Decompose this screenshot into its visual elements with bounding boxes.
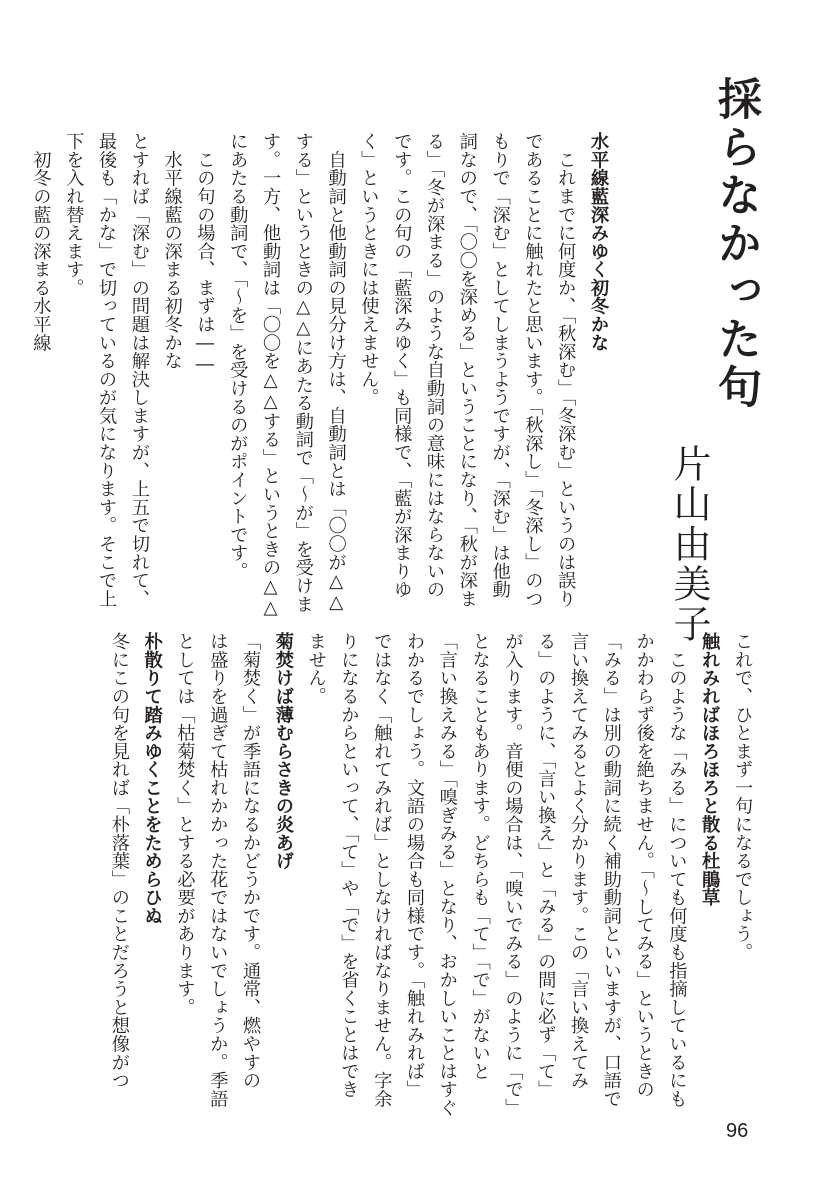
text-line: する」というときの△△にあたる動詞で「～が」を受けま (292, 132, 314, 613)
lower-text-block (95, 632, 751, 1116)
text-line: 言い換えてみるとよく分かります。この「言い換えてみ (568, 632, 590, 1090)
text-line: 下を入れ替えます。 (63, 132, 85, 297)
article-title: 採らなかった句 (710, 76, 761, 412)
text-line: ません。 (305, 632, 327, 706)
text-line: 詞なので、「〇〇を深める」ということになり、「秋が深ま (456, 132, 478, 608)
text-line: 「言い換えみる」「嗅ぎみる」となり、おかしいことはすぐ (436, 632, 458, 1117)
text-line: となることもあります。どちらも「て」「で」がないと (469, 632, 491, 1081)
text-line: す。一方、他動詞は「〇〇を△△する」というときの△△ (260, 132, 282, 619)
text-line: 水平線藍の深まる初冬かな (161, 132, 183, 370)
text-line: これまでに何度か、「秋深む」「冬深む」というのは誤り (555, 132, 577, 608)
text-line: この句の場合、まずは―― (194, 132, 216, 376)
haiku-line: 朴散りて踏みゆくことをためらひぬ (141, 632, 163, 925)
haiku-line: 触れみればほろほろと散る杜鵑草 (699, 632, 721, 907)
text-line: としては「枯菊焚く」とする必要があります。 (174, 632, 196, 1017)
text-line: 自動詞と他動詞の見分け方は、自動詞とは「〇〇が△△ (325, 132, 347, 613)
page-number: 96 (726, 1120, 749, 1142)
text-line: もりで「深む」としてしまうようですが、「深む」は他動 (489, 132, 511, 599)
upper-text-block (17, 132, 609, 619)
text-line: 「菊焚く」が季語になるかどうかです。通常、燃やすの (240, 632, 262, 1090)
haiku-line: 水平線藍深みゆく初冬かな (588, 132, 609, 352)
text-line: わかるでしょう。文語の場合も同様です。「触れみれば」 (404, 632, 426, 1099)
text-line: 「みる」は別の動詞に続く補助動詞といいますが、口語で (600, 632, 622, 1108)
text-line: く」というときには使えません。 (358, 132, 380, 407)
text-line: このような「みる」についても何度も指摘しているにも (666, 632, 688, 1108)
text-line: が入ります。音便の場合は、「嗅いでみる」のように「で」 (502, 632, 524, 1117)
author-name: 片山由美子 (667, 444, 711, 644)
text-line: 冬にこの句を見れば「朴落葉」のことだろうと想像がつ (108, 632, 130, 1090)
text-line: 初冬の藍の深まる水平線 (30, 132, 52, 352)
text-line: これで、ひとまず一句になるでしょう。 (732, 632, 753, 962)
text-line: る」「冬が深まる」のような自動詞の意味にはならないの (424, 132, 446, 599)
text-line: かかわらず後を絶ちません。「～してみる」というときの (633, 632, 655, 1099)
text-line: は盛りを過ぎて枯れかかった花ではないでしょうか。季語 (207, 632, 229, 1108)
text-line: りになるからといって、「て」や「で」を省くことはでき (338, 632, 360, 1099)
text-line: る」のように、「言い換え」と「みる」の間に必ず「て」 (535, 632, 557, 1099)
text-line: であることに触れたと思います。「秋深し」「冬深し」のつ (522, 132, 544, 608)
text-line: ではなく「触れてみれば」としなければなりません。字余 (371, 632, 393, 1108)
text-line: です。この句の「藍深みゆく」も同様で、「藍が深まりゆ (391, 132, 413, 599)
text-line: 最後も「かな」で切っているのが気になります。そこで上 (96, 132, 118, 608)
text-line: とすれば「深む」の問題は解決しますが、上五で切れて、 (128, 132, 150, 608)
text-line: にあたる動詞で、「～を」を受けるのがポイントです。 (227, 132, 249, 581)
haiku-line: 菊焚けば薄むらさきの炎あげ (272, 632, 294, 870)
